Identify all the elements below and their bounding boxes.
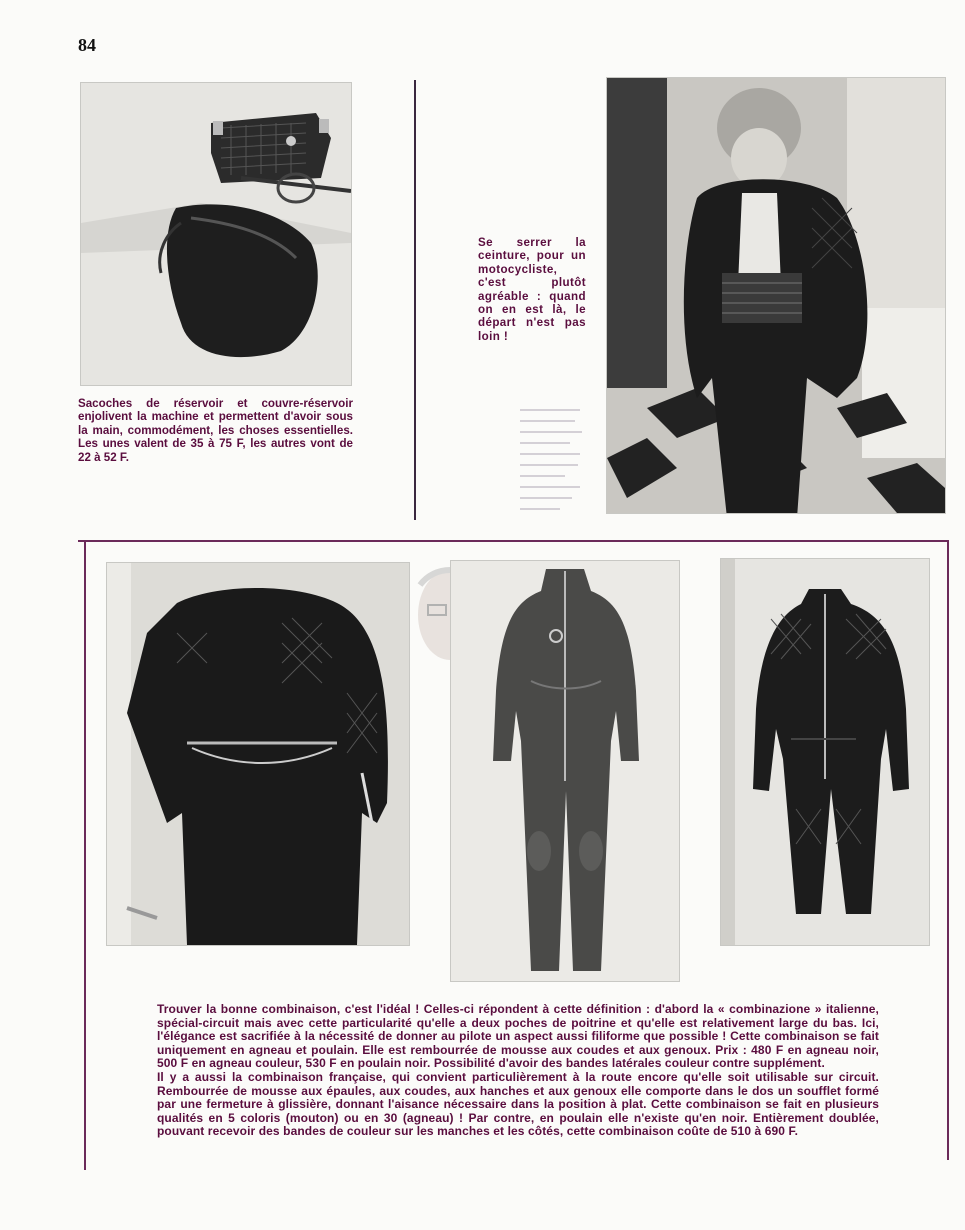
photo-suit-italian: [450, 560, 680, 982]
rider-illustration: [607, 78, 945, 513]
photo-suit-french: [720, 558, 930, 946]
caption-belt: Se serrer la ceinture, pour un motocycliste, c'est plutôt agréable : quand on en est là, le départ n'est pas loin !: [478, 236, 586, 343]
photo-suit-back: [106, 562, 410, 946]
tank-bags-illustration: [81, 83, 351, 385]
bleed-through-text: [520, 405, 590, 515]
frame-left-rule: [84, 540, 86, 1170]
article-paragraph-1: Trouver la bonne combinaison, c'est l'idéal ! Celles-ci répondent à cette définition : d'abord la « combinazione » italienne, spécial-circuit mais avec cette particularité qu'elle a deux poches de poitrine et qu'elle est relativement large du bas. Ici, l'élégance est sacrifiée à la nécessité de donner au pilote un aspect aussi filiforme que possible ! Cette combinaison se fait uniquement en agneau et poulain. Elle est rembourrée de mousse aux coudes et aux genoux. Prix : 480 F en agneau noir, 500 F en agneau couleur, 530 F en poulain noir. Possibilité d'avoir des bandes latérales couleur contre supplément.: [157, 1002, 879, 1071]
photo-rider-belt: [606, 77, 946, 514]
column-divider: [414, 80, 416, 520]
suit-back-illustration: [107, 563, 409, 945]
article-paragraph-2: Il y a aussi la combinaison française, qui convient particulièrement à la route encore qu'elle soit utilisable sur circuit. Rembourrée de mousse aux épaules, aux coudes, aux hanches et aux genoux elle comporte dans le dos un soufflet formé par une fermeture à glissière, donnant l'aisance nécessaire dans la position à plat. Cette combinaison se fait en plusieurs qualités en 5 coloris (mouton) ou en 30 (agneau) ! Par contre, en poulain elle n'existe qu'en noir. Entièrement doublée, pouvant recevoir des bandes de couleur sur les manches et les côtés, cette combinaison coûte de 510 à 690 F.: [157, 1069, 879, 1139]
suit-italian-illustration: [451, 561, 679, 981]
page-number: 84: [78, 35, 96, 55]
photo-tank-bags: [80, 82, 352, 386]
article-body: [157, 1003, 879, 1139]
suit-french-illustration: [721, 559, 929, 945]
frame-top-rule: [78, 540, 948, 542]
caption-tank-bags: Sacoches de réservoir et couvre-réservoir enjolivent la machine et permettent d'avoir sous la main, commodément, les choses essentielles. Les unes valent de 35 à 75 F, les autres vont de 22 à 52 F.: [78, 397, 353, 464]
frame-right-rule: [947, 540, 949, 1160]
